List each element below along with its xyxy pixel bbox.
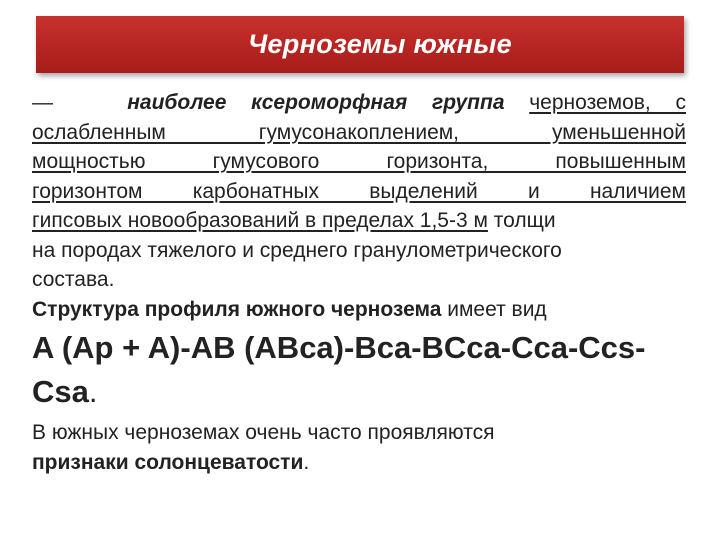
slide-title: Черноземы южные	[248, 29, 512, 59]
profile-formula-line	[32, 326, 686, 414]
intro-line-1	[32, 88, 686, 118]
solonetz-bold: признаки солонцеватости	[32, 450, 304, 474]
intro-line-5	[32, 206, 686, 236]
intro-line-2: ослабленным гумусонакоплением, уменьшенной	[32, 120, 686, 144]
intro-line-7: состава.	[32, 268, 115, 291]
structure-bold: Структура профиля южного чернозема	[32, 297, 442, 321]
solonetz-line-1: В южных черноземах очень часто проявляются	[32, 421, 495, 444]
intro-emphasis: наиболее ксероморфная группа	[127, 91, 505, 114]
profile-formula-period: .	[88, 374, 98, 409]
solonetz-period: .	[303, 450, 310, 474]
structure-line	[32, 295, 686, 325]
intro-line-6: на породах тяжелого и среднего гранулометрического	[32, 238, 562, 262]
structure-rest: имеет вид	[447, 297, 547, 321]
intro-rest-line1: черноземов, с	[529, 91, 686, 114]
profile-formula: A (Ap + A)-AB (ABca)-Bca-BCca-Cca-Ccs-Csa	[32, 330, 646, 409]
intro-dash: —	[32, 91, 53, 114]
slide-body	[32, 88, 686, 477]
solonetz-line-2	[32, 448, 686, 478]
intro-line-4: горизонтом карбонатных выделений и наличием	[32, 179, 686, 203]
intro-line-5-underlined: гипсовых новообразований в пределах 1,5-3 м	[32, 209, 488, 232]
intro-line-5-rest: толщи	[493, 209, 556, 232]
title-banner	[36, 16, 684, 73]
intro-line-3: мощностью гумусового горизонта, повышенным	[32, 150, 686, 173]
